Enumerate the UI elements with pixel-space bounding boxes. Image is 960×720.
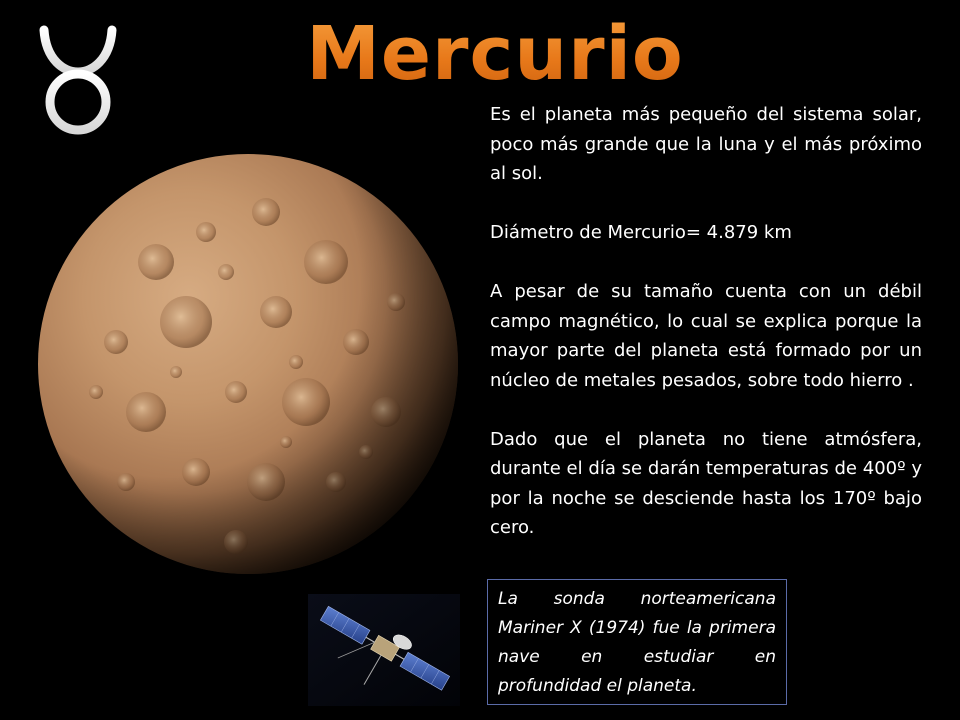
probe-caption: La sonda norteamericana Mariner X (1974) fue la primera nave en estudiar en profundidad el planeta. [487, 579, 787, 705]
paragraph-intro: Es el planeta más pequeño del sistema solar, poco más grande que la luna y el más próximo al sol. [490, 104, 922, 184]
mercury-symbol-icon [30, 24, 126, 166]
planet-mercury-image [36, 152, 460, 576]
mariner-probe-image [308, 594, 460, 706]
description-text [490, 100, 922, 543]
slide-title: Mercurio [300, 4, 690, 104]
paragraph-diameter: Diámetro de Mercurio= 4.879 km [490, 222, 792, 243]
paragraph-temperature: Dado que el planeta no tiene atmósfera, durante el día se darán temperaturas de 400º y por la noche se desciende hasta los 170º bajo cero. [490, 428, 922, 538]
paragraph-magnetic-field: A pesar de su tamaño cuenta con un débil campo magnético, lo cual se explica porque la mayor parte del planeta está formado por un núcleo de metales pesados, sobre todo hierro . [490, 281, 922, 391]
